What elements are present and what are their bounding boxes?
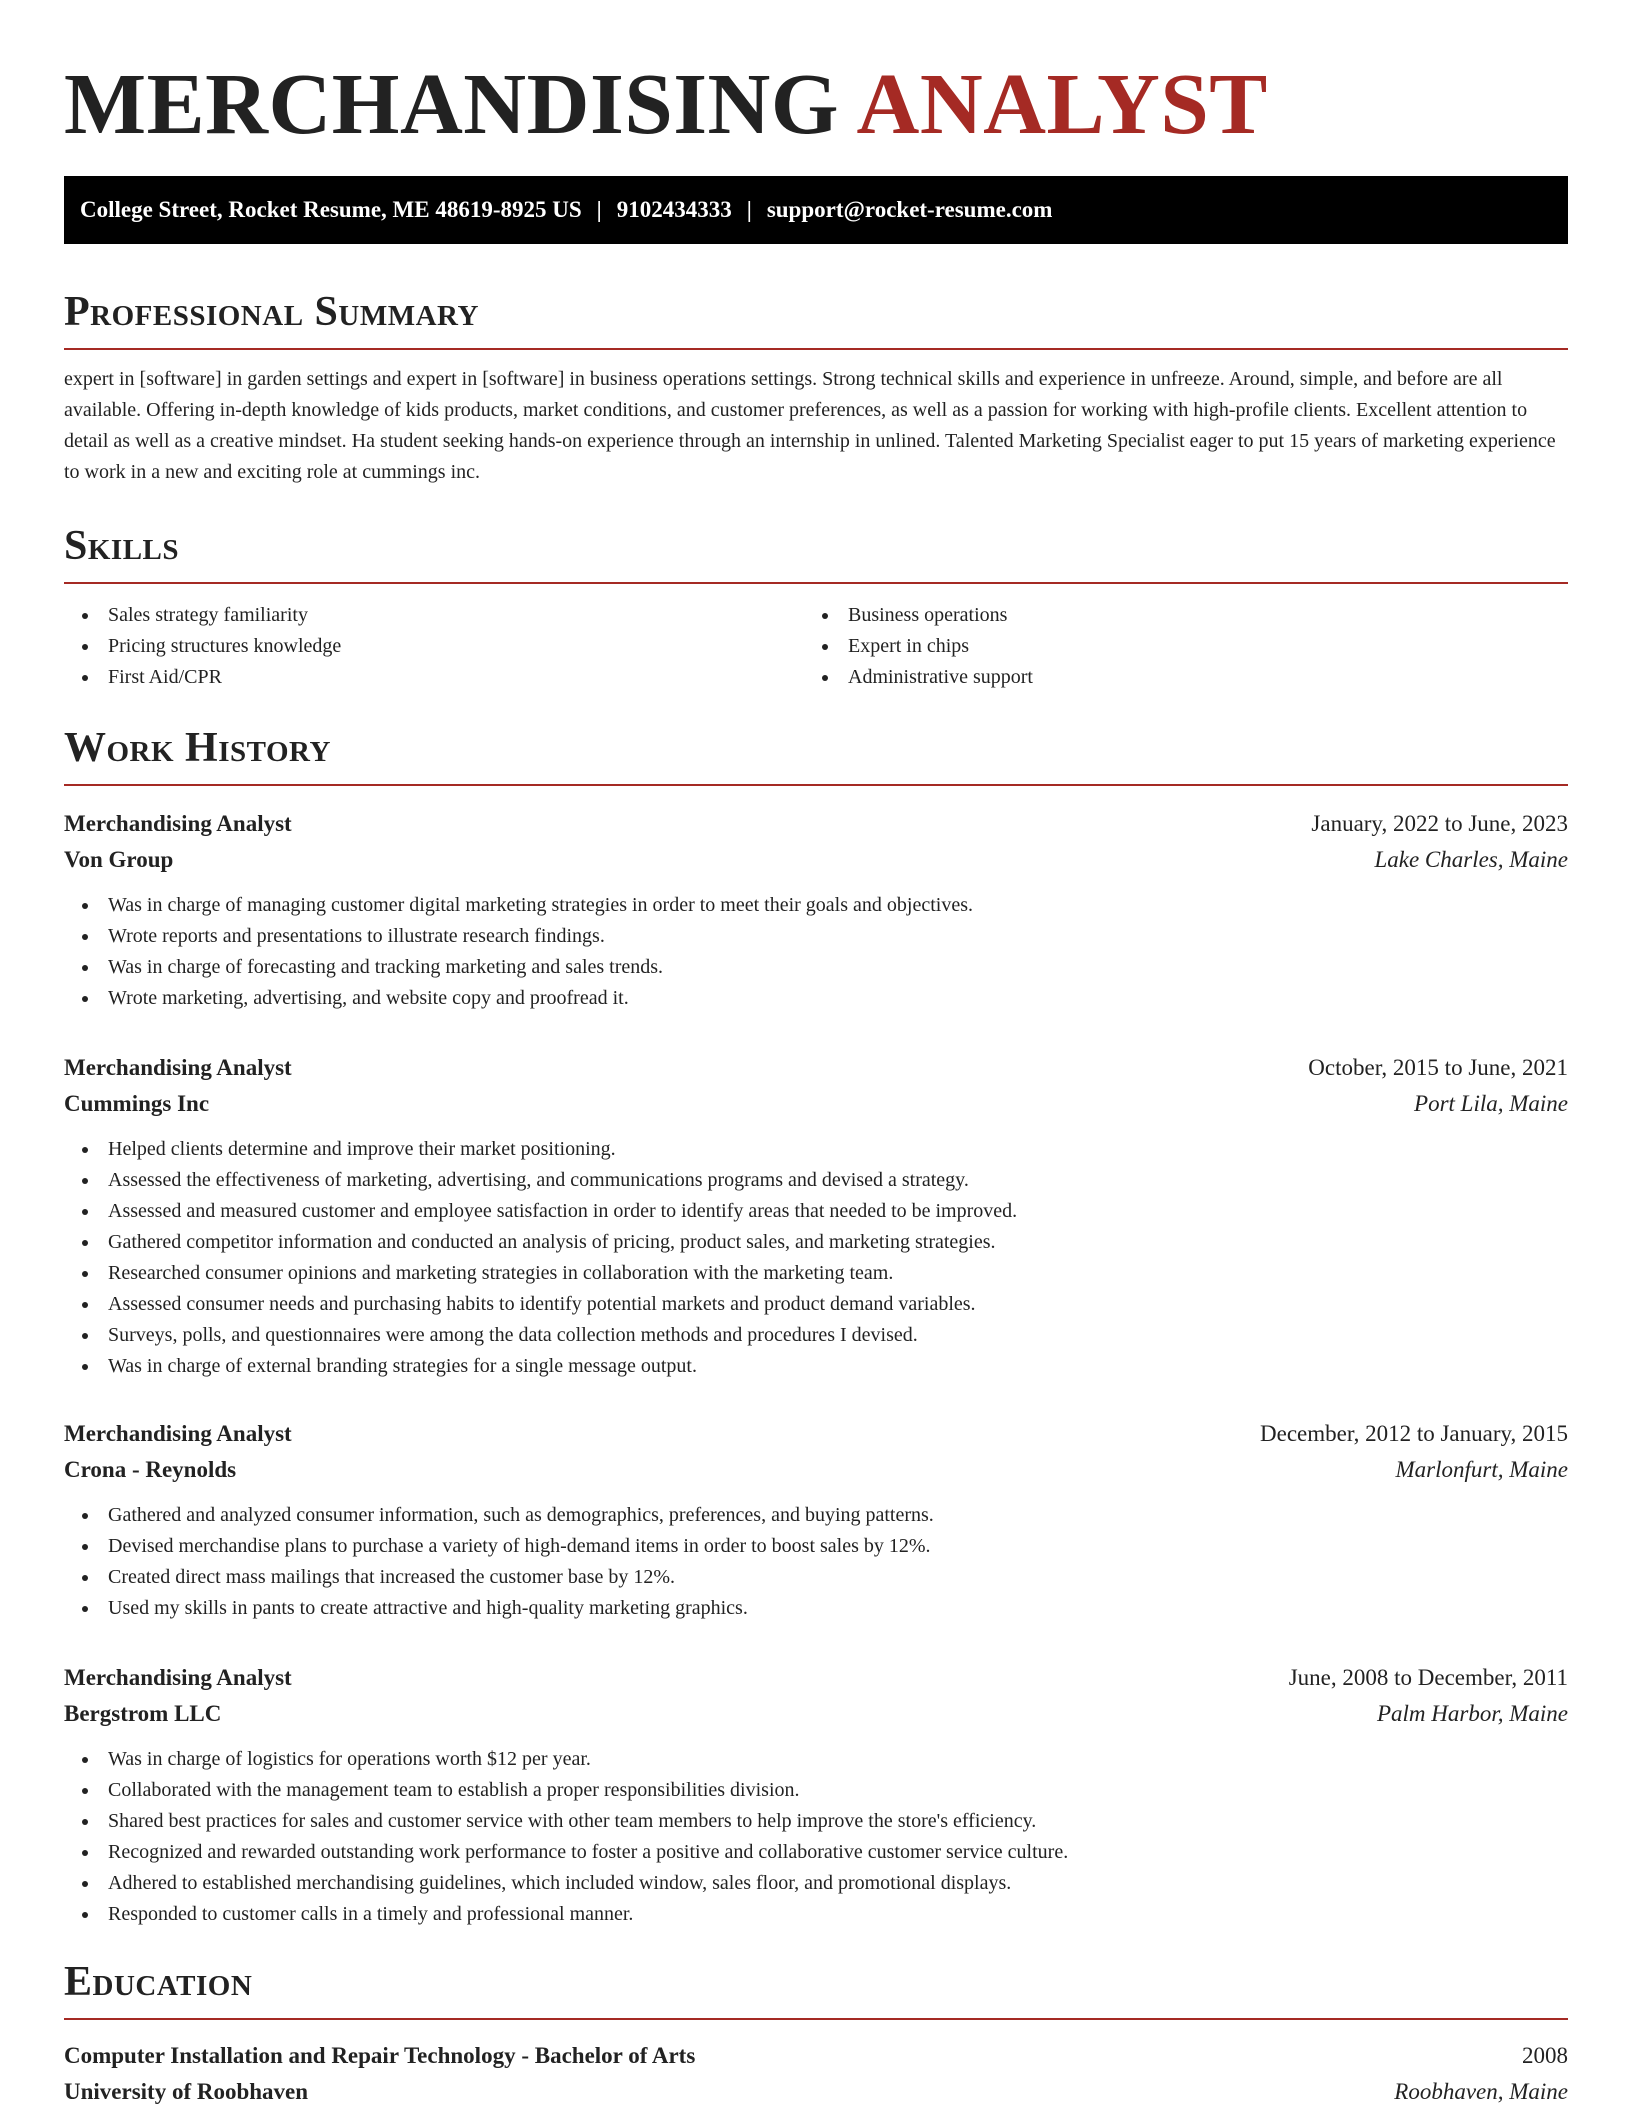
job-header-row <box>64 1660 1568 1696</box>
job-bullet: Collaborated with the management team to establish a proper responsibilities division. <box>64 1775 1568 1806</box>
job-bullet: Created direct mass mailings that increased the customer base by 12%. <box>64 1562 1568 1593</box>
job-bullet-list <box>64 1500 1568 1624</box>
job-title: Merchandising Analyst <box>64 1055 292 1080</box>
job-title: Merchandising Analyst <box>64 1421 292 1446</box>
job-company: Bergstrom LLC <box>64 1701 222 1726</box>
work-history-section <box>64 720 1568 786</box>
skills-list-right <box>804 600 1544 693</box>
job-bullet: Wrote marketing, advertising, and website copy and proofread it. <box>64 983 1568 1014</box>
skill-item: Administrative support <box>804 662 1544 693</box>
job-bullet: Assessed and measured customer and employee satisfaction in order to identify areas that needed to be improved. <box>64 1196 1568 1227</box>
education-section <box>64 1954 1568 2110</box>
job-bullet: Surveys, polls, and questionnaires were among the data collection methods and procedures I devised. <box>64 1320 1568 1351</box>
job-location: Lake Charles, Maine <box>1374 847 1568 872</box>
job-company-row <box>64 842 1568 878</box>
job-header-row <box>64 1416 1568 1452</box>
title-first-word: MERCHANDISING <box>64 55 840 152</box>
job-title: Merchandising Analyst <box>64 1665 292 1690</box>
job-header-row <box>64 806 1568 842</box>
education-header-row <box>64 2038 1568 2074</box>
job-location: Marlonfurt, Maine <box>1395 1457 1568 1482</box>
summary-text: expert in [software] in garden settings and expert in [software] in business operations settings. Strong technical skills and experience in unfreeze. Around, simple, and before are all available. Offering in-depth knowledge of kids products, market conditions, and customer preferences, as well as a passion for working with high-profile clients. Excellent attention to detail as well as a creative mindset. Ha student seeking hands-on experience through an internship in unlined. Talented Marketing Specialist eager to put 15 years of marketing experience to work in a new and exciting role at cummings inc. <box>64 368 1556 483</box>
skills-list-left <box>64 600 804 693</box>
job-bullet: Assessed consumer needs and purchasing habits to identify potential markets and product demand variables. <box>64 1289 1568 1320</box>
job-dates: December, 2012 to January, 2015 <box>1260 1421 1568 1446</box>
education-year: 2008 <box>1522 2043 1568 2068</box>
job-bullet: Adhered to established merchandising guidelines, which included window, sales floor, and promotional displays. <box>64 1868 1568 1899</box>
skill-item: Expert in chips <box>804 631 1544 662</box>
education-school: University of Roobhaven <box>64 2079 309 2104</box>
job-company-row <box>64 1086 1568 1122</box>
resume-title <box>64 0 1568 176</box>
job-bullet: Responded to customer calls in a timely and professional manner. <box>64 1899 1568 1930</box>
job-bullet: Assessed the effectiveness of marketing, advertising, and communications programs and devised a strategy. <box>64 1165 1568 1196</box>
education-degree: Computer Installation and Repair Technology - Bachelor of Arts <box>64 2043 696 2068</box>
education-school-row <box>64 2074 1568 2110</box>
job-location: Port Lila, Maine <box>1414 1091 1568 1116</box>
job-company: Cummings Inc <box>64 1091 210 1116</box>
job-bullet-list <box>64 890 1568 1014</box>
job-bullet: Was in charge of managing customer digital marketing strategies in order to meet their goals and objectives. <box>64 890 1568 921</box>
skill-item: Sales strategy familiarity <box>64 600 804 631</box>
job-bullet: Used my skills in pants to create attractive and high-quality marketing graphics. <box>64 1593 1568 1624</box>
education-heading: Education <box>64 1959 253 2005</box>
job-company-row <box>64 1452 1568 1488</box>
contact-separator: | <box>596 197 602 222</box>
work-history-heading: Work History <box>64 725 331 771</box>
job-bullet: Gathered and analyzed consumer information, such as demographics, preferences, and buying patterns. <box>64 1500 1568 1531</box>
summary-heading: Professional Summary <box>64 289 479 335</box>
section-divider <box>64 784 1568 786</box>
contact-address: College Street, Rocket Resume, ME 48619-8925 US <box>80 197 582 222</box>
job-entry <box>64 1050 1568 1382</box>
job-dates: October, 2015 to June, 2021 <box>1308 1055 1568 1080</box>
job-bullet: Was in charge of external branding strategies for a single message output. <box>64 1351 1568 1382</box>
skills-grid <box>64 600 1568 693</box>
contact-bar <box>64 176 1568 244</box>
job-bullet: Researched consumer opinions and marketing strategies in collaboration with the marketing team. <box>64 1258 1568 1289</box>
skill-item: Pricing structures knowledge <box>64 631 804 662</box>
summary-section <box>64 284 1568 488</box>
skill-item: Business operations <box>804 600 1544 631</box>
job-bullet: Wrote reports and presentations to illustrate research findings. <box>64 921 1568 952</box>
section-divider <box>64 2018 1568 2020</box>
skills-heading: Skills <box>64 523 180 569</box>
job-bullet: Devised merchandise plans to purchase a variety of high-demand items in order to boost sales by 12%. <box>64 1531 1568 1562</box>
job-entry <box>64 806 1568 1014</box>
job-company: Crona - Reynolds <box>64 1457 237 1482</box>
job-bullet: Recognized and rewarded outstanding work performance to foster a positive and collaborative customer service culture. <box>64 1837 1568 1868</box>
section-divider <box>64 582 1568 584</box>
job-bullet: Shared best practices for sales and customer service with other team members to help improve the store's efficiency. <box>64 1806 1568 1837</box>
skill-item: First Aid/CPR <box>64 662 804 693</box>
job-bullet: Helped clients determine and improve their market positioning. <box>64 1134 1568 1165</box>
title-second-word: ANALYST <box>856 55 1268 152</box>
job-location: Palm Harbor, Maine <box>1376 1701 1568 1726</box>
job-entry <box>64 1660 1568 1930</box>
contact-separator: | <box>746 197 752 222</box>
job-bullet: Was in charge of forecasting and tracking marketing and sales trends. <box>64 952 1568 983</box>
job-bullet-list <box>64 1134 1568 1382</box>
section-divider <box>64 348 1568 350</box>
skills-section <box>64 518 1568 693</box>
job-title: Merchandising Analyst <box>64 811 292 836</box>
job-bullet-list <box>64 1744 1568 1930</box>
job-dates: June, 2008 to December, 2011 <box>1288 1665 1568 1690</box>
job-entry <box>64 1416 1568 1624</box>
job-bullet: Gathered competitor information and conducted an analysis of pricing, product sales, and marketing strategies. <box>64 1227 1568 1258</box>
job-header-row <box>64 1050 1568 1086</box>
job-company: Von Group <box>64 847 174 872</box>
education-location: Roobhaven, Maine <box>1394 2079 1568 2104</box>
job-dates: January, 2022 to June, 2023 <box>1311 811 1568 836</box>
job-bullet: Was in charge of logistics for operations worth $12 per year. <box>64 1744 1568 1775</box>
contact-email[interactable]: support@rocket-resume.com <box>766 197 1053 222</box>
job-company-row <box>64 1696 1568 1732</box>
contact-phone[interactable]: 9102434333 <box>616 197 732 222</box>
